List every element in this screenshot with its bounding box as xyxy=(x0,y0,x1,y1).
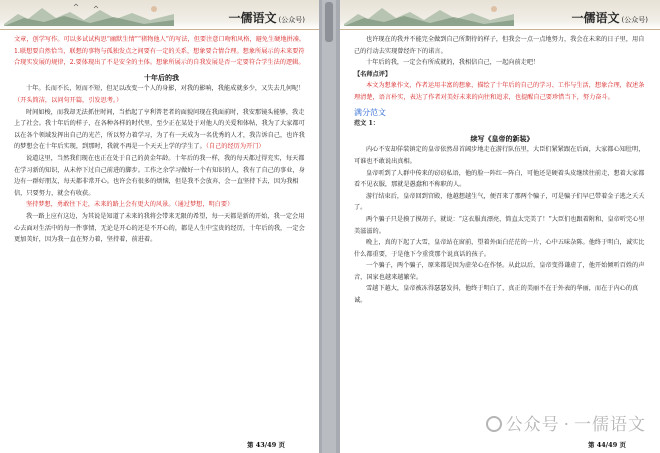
paragraph: 说道这里，当然我们现在也正在处于自己的黄金年龄。十年后的我一样，我的每天都过得充实，每天都在学习新的知识，从未停下过自己前进的脚步。工作之余学习做好一个有知识的人，我有了自己的事业，身边有一群好朋友，每天都非常开心。也许会有很多的烦恼，但是我不会放弃，会一直坚持下去，因为我相信，只要努力，就会有收获。 xyxy=(14,154,305,197)
document-page-44 xyxy=(340,0,660,453)
watermark: 公众号 · 一儒语文 xyxy=(486,410,646,435)
landscape-illustration xyxy=(344,2,514,26)
paragraph: 时间如梭，而我却无法抓住时间，当抬起了亨利普老者的面貌问现在我面前时，我安那镜头能够，我走上了社会。我十年后的样子，在各种各样的时代里，至少正在某处于对他人的关爱和体帖，我为了大家都可以在各个领域发挥出自己的光芒，所以努力着学习，为了有一天成为一名优秀的人才，我告诉自己，也许我的梦想会在十年后实现，到那时，我就不再是一个天天上学的学生了。（自己的经历为开门） xyxy=(14,108,305,151)
essay-title: 十年后的我 xyxy=(144,72,179,82)
page-number: 第 43/49 页 xyxy=(247,441,285,449)
example-label: 范文 1： xyxy=(354,120,380,128)
example-title: 续写《皇帝的新装》 xyxy=(470,133,534,143)
paragraph: 雪越下越大，皇帝被冻得瑟瑟发抖，他终于明白了，真正的美丽不在于外表的华丽，而在于内心的真诚。 xyxy=(354,285,639,305)
vertical-scrollbar[interactable] xyxy=(322,0,336,453)
paragraph: 十年。长而不长，短而不短，但足以改变一个人的身影，对我的影响，我能成就多少，又失去几何呢！（开头简洁，以问句开篇，引发思考。） xyxy=(14,85,305,104)
paragraph: 也许现在的我并不能完全做到自己所期待的样子，但我会一点一点地努力，我会在未来的日子里，用自己的行动去实现曾经许下的诺言。 xyxy=(354,36,645,55)
intro-note: 文章，创学写作。可以多试试构思“幽默生情”“猪物他人”的写法，但要注意口吻和风格，避免生硬地拼凑。 1.联想要自然恰当，联想的事物与孤独发点之间要有一定的关系，想象要合情合理。想象所展示的未来要符合现实发展的规律，2.要体现出了不是安全的主体。想象所展示的自我发展是否一定要符合学生法的逻辑。 xyxy=(14,36,306,67)
paragraph: 我一路上应有这边，为其说是知道了未来的我将会带来无限的希望，每一天都是新的开始，我一定会用心去面对生活中的每一件事情，无论是开心的还是不开心的，都是人生中宝贵的经历，十年后的我，一定会更加美好，因为我一直在努力着，坚持着，前进着。 xyxy=(14,212,305,244)
landscape-illustration xyxy=(4,2,174,26)
scrollbar-thumb[interactable] xyxy=(325,2,333,42)
paragraph: 皇帝听到了人群中传来的窃窃私语，他的脸一阵红一阵白，可他还是硬着头皮继续往前走，想着大家都看不见衣服，那就是愚蠢和不称职的人。 xyxy=(354,169,645,189)
paragraph: 游行结束后，皇帝回到宫殿，他越想越生气，便召来了那两个骗子，可是骗子们早已带着金子逃之夭夭了。 xyxy=(354,192,645,212)
wechat-icon xyxy=(486,416,502,432)
paragraph: 晚上，真的下起了大雪，皇帝站在窗前，望着外面白茫茫的一片，心中五味杂陈。他终于明白，诚实比什么都重要，于是他下令重赏那个说真话的孩子。 xyxy=(354,239,645,258)
page-number: 第 44/49 页 xyxy=(588,441,626,449)
page-header xyxy=(340,0,660,30)
paragraph: 一个骗子，两个骗子，原来都是因为虚荣心在作怪。从此以后，皇帝变得谦虚了，他开始倾听百姓的声音，国家也越来越繁荣。 xyxy=(354,262,645,281)
page-content xyxy=(14,34,309,246)
review-label: 【名师点评】 xyxy=(354,70,392,78)
brand-logo: 一儒语文 (公众号) xyxy=(228,11,305,25)
section-heading: 满分范文 xyxy=(354,107,386,117)
paragraph: 内心不安却佯装镇定的皇帝依然昂首阔步地走在游行队伍里，大臣们紧紧跟在后面，大家都心知肚明，可谁也不敢说出真相。 xyxy=(354,146,645,165)
paragraph: 坚持梦想，勇敢往下走，未来的路上会有更大的风景。（通过梦想，明白要） xyxy=(26,201,234,209)
page-header xyxy=(0,0,319,30)
document-page-43 xyxy=(0,0,319,453)
paragraph: 两个骗子只是摸了摸胡子，就说：“这衣服真漂亮，简直太完美了！”大臣们也跟着附和，皇帝听完心里美滋滋的。 xyxy=(354,215,645,235)
page-content xyxy=(354,34,650,307)
brand-logo: 一儒语文 (公众号) xyxy=(571,11,648,25)
paragraph: 十年后的我，一定会有所成就的，我相信自己，一起向前走吧！ xyxy=(366,59,540,67)
review-text: 本文为想象作文，作者运用丰富的想象，描绘了十年后的自己的学习、工作与生活，想象合理，叙述条理清楚，语言朴实，表达了作者对美好未来的向往和追求，也提醒自己要珍惜当下，努力奋斗。 xyxy=(354,82,645,101)
